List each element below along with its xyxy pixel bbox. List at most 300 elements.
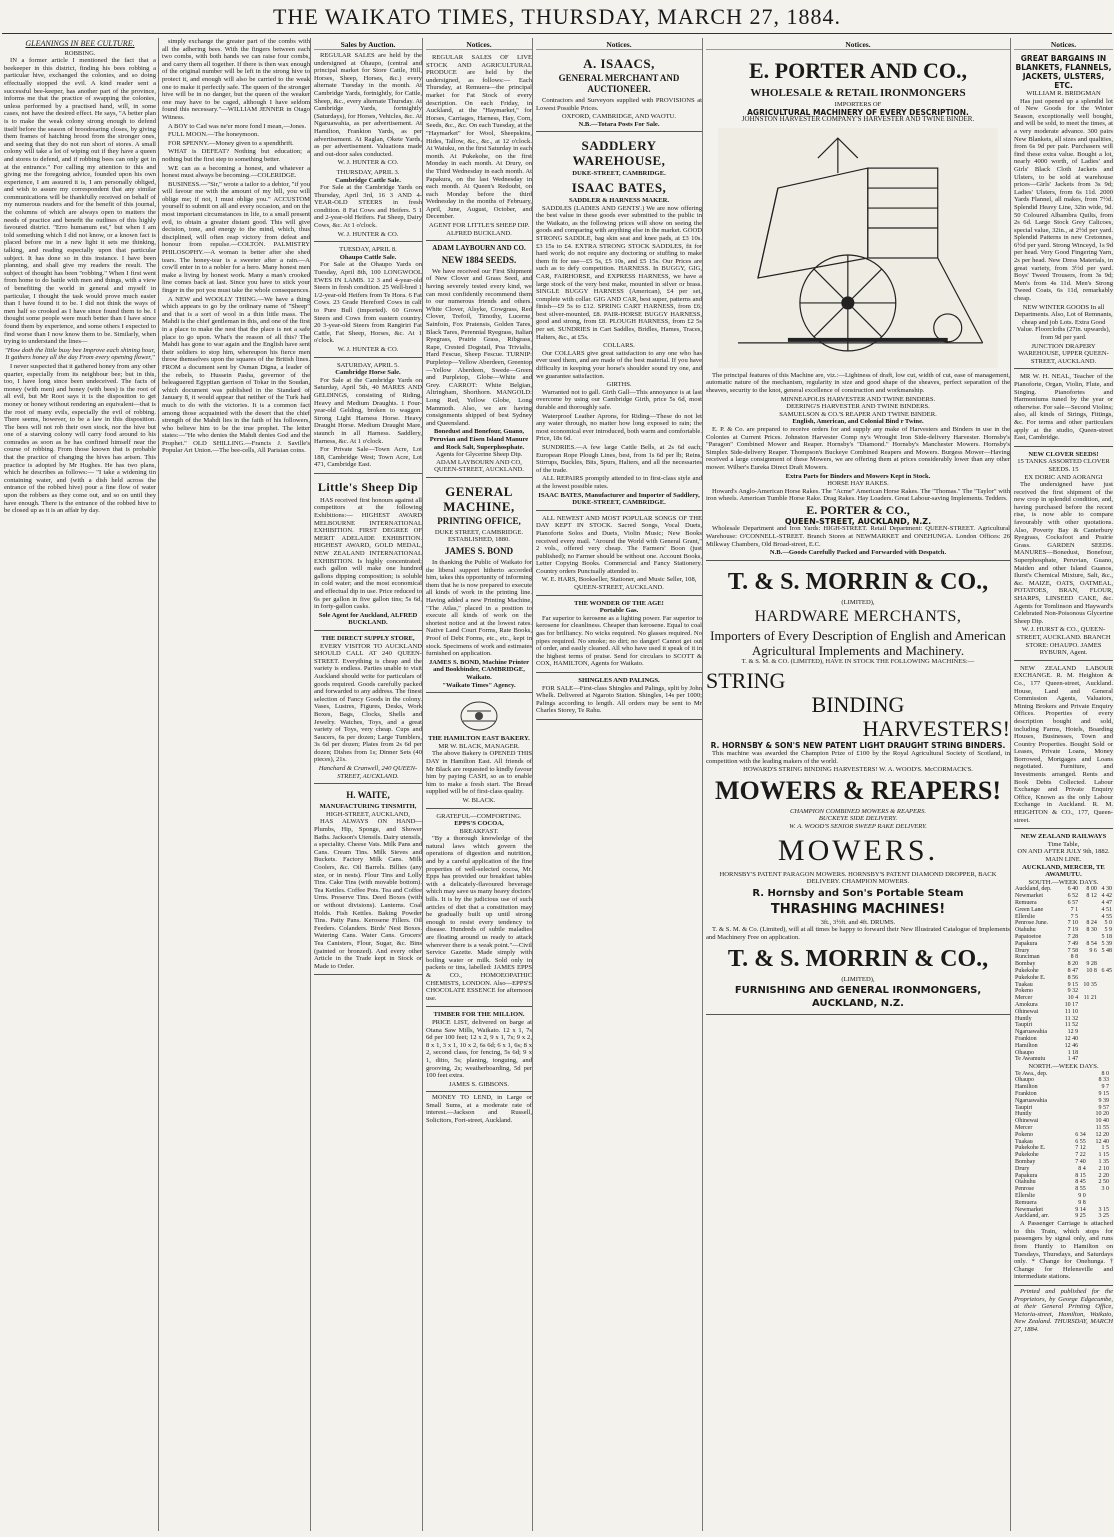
departure-time: 11 21 (1083, 995, 1097, 1002)
departure-time (1110, 1173, 1113, 1180)
station-name: Ohaupo (1015, 1049, 1034, 1056)
departure-time: 6 45 (1101, 967, 1112, 974)
isaacs-ad (536, 52, 702, 132)
books-sign: W. E. HARS, Bookseller, Stationer, and Music Seller, 108, QUEEN-STREET, AUCKLAND. (541, 576, 697, 592)
porter-ad (706, 52, 1010, 561)
railways-date: ON AND AFTER JULY 9th, 1882. (1017, 848, 1110, 856)
rakes-heading: HORSE HAY RAKES. (827, 480, 889, 488)
departure-time (1079, 914, 1098, 921)
departure-time: 9 0 (1078, 1193, 1086, 1200)
station-name: Ohinewai (1015, 1118, 1039, 1125)
departure-time (1079, 1050, 1098, 1057)
departure-time (1068, 1077, 1087, 1084)
private-sale: For Private Sale—Town Acre, Lot 188, Cambridge West; Town Acre, Lot 471, Cambridge East. (314, 446, 422, 469)
departure-time (1079, 988, 1098, 995)
departure-time: 7 28 (1067, 933, 1079, 940)
timetable-row (1014, 1152, 1113, 1159)
books-body: ALL NEWEST AND MOST POPULAR SONGS OF THE DAY KEPT IN STOCK. Sacred Songs, Vocal Duets, Pianoforte Solos and Duets, Violin Music; New Books received every mail. "Around the World with General Grant," 2 vols., offered very cheap. The Farmers' Boon (just published); no Farmer should be without one. Account Books, Letter Copying Books. Commercial and Fancy Stationery. Country orders Punctually attended to. (536, 514, 702, 575)
timetable-row (1014, 1071, 1113, 1078)
timetable-row (1014, 1159, 1113, 1166)
bond-agency: "Waikato Times" Agency. (442, 681, 516, 689)
departure-time (1098, 975, 1113, 982)
column-6 (702, 38, 1010, 1531)
departure-time: 8 54 (1086, 940, 1097, 947)
departure-time: 12 40 (1064, 1035, 1079, 1042)
repairs-body: ALL REPAIRS promptly attended to in first-class style and at the lowest possible rates. (536, 475, 702, 490)
seeds-heading: NEW 1884 SEEDS. (441, 254, 517, 265)
article-heading: GLEANINGS IN BEE CULTURE. (25, 39, 135, 48)
article-continued: simply exchange the greater part of the combs with all the adhering bees. With the fingers between each two combs, with both hands we can raise four combs, and carry them all together. If there is then wax enough of the original number will be left in the strong hive to protect it, and enough will also be carried to the weak one to make it perfectly safe. The queen of the stronger hive will be in no danger, but the queen of the weaker one may have to be caged, although I have seldom found this necessary."—WILLIAM JENNER in Otago Witness. (162, 38, 310, 121)
departure-time (1098, 1022, 1113, 1029)
departure-time: 7 1 (1070, 906, 1079, 913)
imprint: Printed and published for the Proprietors, by George Edgecumbe, at their General Printing Office, Victoria-street, Hamilton, Waikato, New Zealand. THURSDAY, MARCH 27, 1884. (1014, 1287, 1113, 1333)
departure-time (1110, 1091, 1113, 1098)
paragraph-1: A BOY to Cad was ne'er more fond I mean,—Jones. (168, 122, 307, 130)
timetable-row (1014, 941, 1113, 948)
printing-address: DUKE STREET, CAMBRIDGE. (434, 528, 524, 536)
departure-time: 8 56 (1067, 974, 1079, 981)
timetable-row (1014, 1009, 1113, 1016)
clover-ad (1014, 449, 1113, 661)
epps-subtitle: BREAKFAST. (459, 827, 499, 835)
bargains-ad (1014, 52, 1113, 369)
bates-sign: ISAAC BATES, Manufacturer and Importer of Saddlery, DUKE-STREET, CAMBRIDGE. (538, 491, 700, 507)
departure-time (1110, 1207, 1113, 1214)
departure-time (1087, 1200, 1110, 1207)
shingles-ad (536, 675, 702, 720)
saddlery-title: SADDLERY WAREHOUSE, (572, 138, 666, 169)
departure-time (1068, 1125, 1087, 1132)
saddlery-ad (536, 134, 702, 510)
departure-time: 1 18 (1067, 1049, 1079, 1056)
departure-time: 3 0 (1101, 1186, 1109, 1193)
sale-signer: W. J. HUNTER & CO. (337, 345, 399, 353)
samuelson-heading: SAMUELSON & CO.'S REAPER AND TWINE BINDER. (779, 410, 937, 418)
column-2 (158, 38, 310, 1531)
railways-title: NEW ZEALAND RAILWAYS (1020, 833, 1107, 841)
station-name: Bombay (1015, 961, 1036, 968)
paragraph-4: WHAT is DEFEAT? Nothing but education; a nothing but the first step to something better. (162, 148, 310, 163)
timetable-row (1014, 927, 1113, 934)
departure-time: 3 25 (1098, 1213, 1109, 1220)
departure-time: 1 15 (1098, 1152, 1109, 1159)
seeds-body: We have received our First Shipment of New Clover and Grass Seed, and having severely tested every kind, we can most confidently recommend them to our numerous friends and others. White Clover, Alsyke, Cowgrass, Red Clover, Trefoil, Timothy, Lucerne, Sainfoin, Fox Pratensis, Golden Tares, Black Tares, Perennial Ryegrass, Italian Ryegrass, Prairie Grass, Ribgrass, Rape, Crested Dogstail, Poa Trivialis, Hard Fescue, Sheep Fescue. TURNIP: Purpletop—Yellow Aberdeen, Greentop—Yellow Aberdeen, Swede—Green and Purpletop, Globe—White and Grey. CARROT: White Belgian, Altringham, Shorthorn. MANGOLD: Long Red, Yellow Globe, Long Mammoth. Also, we are having consignments shipped of best Sydney and Queensland. (426, 267, 532, 427)
sale-ad-1 (314, 167, 422, 242)
departure-time (1079, 1002, 1098, 1009)
departure-time (1098, 1029, 1113, 1036)
labour-body: NEW ZEALAND LABOUR EXCHANGE. R. M. Heighton & Co., 177 Queen-street, Auckland. House, Land and General Commission Agents, Valuators, Mining Brokers and Private Enquiry Offices. Properties of every description bought and sold, including Farms, Hotels, Boarding Houses, Businesses, Town and Country Properties. Bought Sold or Leases, Private Loans, Money Borrowed, Mortgages and Loans negotiated. Furniture, and Investments arranged. Rents and Book Debts Collected. Labour Exchange and Private Enquiry Office, Known as the only Labour Exchange in Auckland. R. M. HEIGHTON & CO., 177, Queen-street. (1014, 664, 1113, 824)
departure-time: 9 57 (1098, 1104, 1109, 1111)
masthead-title: THE WAIKATO TIMES, THURSDAY, MARCH 27, 1884. (273, 4, 841, 29)
departure-time: 1 35 (1098, 1159, 1109, 1166)
departure-time: 9 39 (1098, 1097, 1109, 1104)
paragraph-5: WE can as a becoming a honest, and whatever a honest must always be becoming.—COLERIDGE. (162, 164, 310, 180)
article-verse: "How doth the little busy bee Improve each shining hour, It gathers honey all the day From every opening flower," (4, 346, 156, 362)
station-name: Taupiri (1015, 1022, 1033, 1029)
departure-time: 9 15 (1067, 981, 1079, 988)
isaacs-body: Contractors and Surveyors supplied with PROVISIONS at Lowest Possible Prices. (536, 97, 702, 112)
live-stock-ad (426, 52, 532, 241)
departure-time (1079, 1016, 1098, 1023)
printing-office-ad (426, 480, 532, 693)
timetable-row (1014, 1098, 1113, 1105)
north-heading: NORTH.—WEEK DAYS. (1028, 1063, 1099, 1071)
departure-time: 6 52 (1067, 893, 1079, 900)
mowers2-body: HORNSBY'S PATENT PARAGON MOWERS. HORNSBY'S PATENT DIAMOND DROPPER, BACK DELIVERY. CHAMPION MOWERS. (719, 870, 997, 886)
morrin-ad (706, 563, 1010, 1015)
direct-supply-title: THE DIRECT SUPPLY STORE, (321, 634, 415, 642)
timetable-row (1014, 893, 1113, 900)
notices-heading: Notices. (1014, 40, 1113, 50)
departure-time: 7 19 (1067, 927, 1079, 934)
departure-time (1098, 961, 1113, 968)
column-5 (532, 38, 702, 1531)
departure-time (1110, 1111, 1113, 1118)
departure-time: 7 5 (1070, 913, 1079, 920)
girths-body: Warranted not to gall. Girth Gall—This annoyance is at last overcome by using our Cambridge Girth, price 5s 6d, most durable and thoroughly safe. (536, 388, 702, 411)
station-name: Te Awa., dep. (1015, 1070, 1048, 1077)
timetable-row (1014, 975, 1113, 982)
departure-time (1098, 1043, 1113, 1050)
departure-time: 1 5 (1101, 1145, 1109, 1152)
departure-time (1110, 1152, 1113, 1159)
sale-title: Ohaupo Cattle Sale. (339, 253, 397, 261)
departure-time: 11 55 (1095, 1125, 1109, 1132)
departure-time (1110, 1145, 1113, 1152)
sale-date: THURSDAY, APRIL 3. (336, 168, 400, 176)
deering-heading: DEERING'S HARVESTER AND TWINE BINDERS. (786, 403, 930, 411)
porter-orders: E. P. & Co. are prepared to receive orders for and supply any make of Harvesters and Binders in use in the Colonies at Current Prices. Johnston Harvester Comp ny's Wrought Iron Side-delivery Harvester. Hornsby's "Paragon" Combined Mower and Reaper. Hornsby's "Diamond." Hornsby's Manchester Mowers. Hornsby's Simplex Side-delivery Reaper. Thompson's Buckeye Combined Reapers and Mowers. Burgess Mower—Having received a large consignment of these Mowers, we are offering them at prices considerably lower than any other mower. Wilber's Eureka Direct Draft Mowers. (706, 425, 1010, 471)
sale-body: For Sale at the Cambridge Yards on Saturday, April 5th, 40 MARES AND GELDINGS, consisting of Riding, Heavy and Medium Draughts. 1 Four-year-old Gelding, broken to waggon. Strong Light Harness Horse. Heavy Draught Horse. Medium Draught Mare, staunch in all Harness. Saddlery, Harness, &c. At 1 o'clock. (314, 376, 422, 445)
waite-body: HAS ALWAYS ON HAND— Plumbs, Hip, Sponge, and Shower Baths. Jackson's Utensils. Dairy utensils, a speciality. Cheese Vats. Milk Pans and Cans. Cream Tins. Milk Sieves and Buckets. Factory Milk Cans. Milk Coolers, &c. Oil Barrels. Billies (any size, or in nests). Flour Tins and Lolly Tins. Cake Tins (with movable bottom). Tea Kettles. Coffee Pots. Tea and Coffee Urns. Preserve Tins. Deed Boxes (with or without divisions). Lanterns. Coal Holds. Fish Kettles. Baking Powder Tins. Patty Pans. Kerosene Fillers. Oil Feeders. Colanders. Birds' Nest Boxes. Watering Cans. Water Cans. Grocers' Tea Canisters, Flour, Sugar, &c. Bins (painted or bronzed). And every other Article in the Trade kept in Stock or Made to Order. (314, 818, 422, 970)
departure-time: 10 17 (1064, 1001, 1079, 1008)
departure-time: 4 30 (1101, 886, 1112, 893)
station-name: Pukekohe E. (1015, 1145, 1046, 1152)
collars-heading: COLLARS. (603, 342, 635, 350)
departure-time: 9 8 (1078, 1199, 1086, 1206)
sales-heading: Sales by Auction. (314, 40, 422, 50)
station-name: Ngaruawahia (1015, 1029, 1047, 1036)
departure-time: 1 47 (1067, 1056, 1079, 1063)
sheep-dip-title: Little's Sheep Dip (317, 479, 419, 494)
station-name: Taupiri (1015, 1104, 1033, 1111)
thrash-sizes: 3ft., 3½ft. and 4ft. DRUMS. (820, 918, 896, 926)
gas-title: THE WONDER OF THE AGE! (574, 599, 664, 607)
departure-time (1110, 1118, 1113, 1125)
station-name: Mercer (1015, 1125, 1033, 1132)
thrash-title: R. Hornsby and Son's Portable Steam (752, 887, 964, 899)
article-subheading: ROBBING. (64, 49, 96, 57)
departure-time (1079, 907, 1098, 914)
departure-time: 9 14 (1075, 1206, 1086, 1213)
departure-time: 5 0 (1104, 920, 1112, 927)
mowers2-title: MOWERS. (777, 833, 939, 867)
departure-time (1110, 1105, 1113, 1112)
timetable-row (1014, 1118, 1113, 1125)
station-name: Huntly (1015, 1111, 1032, 1118)
departure-time (1079, 954, 1098, 961)
morrin2-address: AUCKLAND, N.Z. (812, 998, 904, 1010)
timetable-row (1014, 1056, 1113, 1063)
notices-heading: Notices. (706, 40, 1010, 50)
bargains-title: GREAT BARGAINS IN BLANKETS, FLANNELS, JACKETS, ULSTERS, ETC. (1015, 54, 1112, 90)
bakery-ad (426, 695, 532, 808)
sale-title: Cambridge Cattle Sale. (335, 176, 401, 184)
departure-time: 4 42 (1101, 893, 1112, 900)
shingles-body: FOR SALE—First-class Shingles and Palings, split by John Whelk. Delivered at Ngaroto Station. Shingles, 14s per 1000; Palings according to length. All orders may be sent to Mr Charles Storey, Te Rahu. (536, 684, 702, 715)
departure-time: 5 18 (1101, 933, 1112, 940)
departure-time: 8 55 (1075, 1186, 1086, 1193)
timetable-row (1014, 1016, 1113, 1023)
departure-time: 8 33 (1098, 1077, 1109, 1084)
departure-time (1098, 1016, 1113, 1023)
departure-time: 8 45 (1075, 1179, 1086, 1186)
glycerine-line: Agents for Glycerine Sheep Dip. (435, 451, 523, 459)
neal-body: MR W. H. NEAL, Teacher of the Pianoforte, Organ, Violin, Flute, and Singing. Pianofortes and Harmoniums tuned by the year or otherwise. For sale—Second Violins; also, all kinds of Strings, Fittings, &c. For terms and other particulars apply at the studio, Queen-street East, Cambridge. (1014, 373, 1113, 442)
morrin-importers: Importers of Every Description of English and American Agricultural Implements and Machinery. (710, 628, 1006, 659)
live-stock-agent: AGENT FOR LITTLE'S SHEEP DIP. ALFRED BUCKLAND. (428, 222, 530, 237)
departure-time: 2 20 (1098, 1172, 1109, 1179)
south-heading: SOUTH.—WEEK DAYS. (1028, 878, 1099, 886)
timetable-row (1014, 1022, 1113, 1029)
timetable-row (1014, 1139, 1113, 1146)
departure-time: 3 15 (1098, 1206, 1109, 1213)
station-name: Penrose (1015, 1186, 1034, 1193)
direct-supply-sign: Hanchard & Cranwell, 240 QUEEN-STREET, AUCKLAND. (318, 765, 418, 780)
column-7 (1010, 38, 1113, 1531)
porter-johnston: JOHNSTON HARVESTER COMPANY'S HARVESTER AND TWINE BINDER. (741, 115, 975, 124)
departure-time (1087, 1193, 1110, 1200)
seeds-sign: ADAM LAYBOURN AND CO, QUEEN-STREET, AUCKLAND. (434, 458, 524, 474)
timetable-row (1014, 1125, 1113, 1132)
departure-time: 6 40 (1067, 886, 1079, 893)
departure-time (1110, 1071, 1113, 1078)
timetable-row (1014, 1105, 1113, 1112)
timetable-row (1014, 968, 1113, 975)
station-name: Pokeno (1015, 1131, 1033, 1138)
sheep-dip-body: HAS received first honours against all competitors at the following Exhibitions:— HIGHEST AWARD MELBOURNE INTERNATIONAL EXHIBITION. FIRST DEGREE OF MERIT ADELAIDE EXHIBITION. HIGHEST AWARD, GOLD MEDAL, NEW ZEALAND INTERNATIONAL EXHIBITION. Is highly concentrated; each gallon will make one hundred gallons dipping composition; is soluble in cold water; and the most economical and effectual dip in use. Price reduced to 6s per gallon in five gallon tins; 5s 6d, in forty-gallon casks. (314, 496, 422, 611)
departure-time (1068, 1105, 1087, 1112)
girths-heading: GIRTHS. (606, 381, 632, 389)
timetable-row (1014, 954, 1113, 961)
railways-ad (1014, 831, 1113, 1286)
departure-time (1098, 982, 1113, 989)
station-name: Auckland, arr. (1015, 1213, 1050, 1220)
station-name: Huntly (1015, 1015, 1032, 1022)
bates-body: SADDLES (LADIES AND GENTS'.) We are now offering the best value in these goods ever submitted to the public in the Waikato, as the following prices will show on seeing the goods and comparing with anything else in the market. GOOD STRONG SADDLE, bag skin seat and knee pads, at £3 10s. £3 15s to £4. EXTRA STRONG STOCK SADDLES, fit for hard work; do not require any doctoring or stuffing to make them fit for use—£5 5s, £5 10s, and £5 15s. Our Prices are such as to defy competition. HARNESS. In BUGGY, GIG, CAR, FAIRHORSE, and EXPRESS HARNESS, we have a large stock of the very best make, mounted in silver or brass. SINGLE BUGGY HARNESS (American), £4 per set, complete with collar. GIG AND CAR, best super, patterns and finish—£9 5s to £12. SPRING CART HARNESS, from £6; best silver-mounted, £8. PAIR-HORSE BUGGY HARNESS, good and strong, from £8. PLOUGH HARNESS, from £2 5s per set. SUNDRIES in Cart Saddles, Bridles, Hames, Traces, Halters, &c., at £5s. (536, 204, 702, 341)
station-name: Ellerslie (1015, 913, 1035, 920)
gas-subtitle: Portable Gas. (599, 607, 639, 615)
porter-subtitle: WHOLESALE & RETAIL IRONMONGERS (750, 87, 966, 99)
morrin2-subtitle: FURNISHING AND GENERAL IRONMONGERS, (734, 985, 982, 997)
timetable-row (1014, 900, 1113, 907)
departure-time: 12 20 (1095, 1131, 1109, 1138)
departure-time (1110, 1098, 1113, 1105)
station-name: Green Lane (1015, 906, 1044, 913)
departure-time: 9 25 (1075, 1213, 1086, 1220)
howard-line: HOWARD'S STRING BINDING HARVESTERS! W. A. WOOD'S. McCORMACK'S. (743, 766, 973, 774)
article-body-3: A NEW and WOOLLY THING.—We have a thing which appears to go by the ordinary name of "Sheep" and that is a sort of wool in a thin little mass. The Mahdi is the chief gentleman in this, and one of the first in a place to make the nest that the place is not a safe place to go upon. What's the reason of all this? The Mahdi has gone to war again and the English have sent their soldiers to stop him, whereupon his fierce men throw themselves upon the squares of the British lines. FROM a document sent by Osman Digna, a leader of the rebels, to Hussein Pasha, governor of the beleaguered Egyptian garrison of Tokar in the Soudan, which document was published in the Standard of January 8, it would appear that neither of the Turk had much to do with the victories. It is a common fact among those acquainted with the desert that the chief strength of the Mahdi lies in the faith of his followers, who believe him to be the true prophet. The letter states:—"He who denies the Mahdi denies God and the Prophet." OLD SHILLING.—Francis J. Saville's Popular Art Union.—The bee-cells, All Parisian coins. (162, 295, 310, 455)
gas-body: Far superior to kerosene as a lighting power. Far superior to kerosene for cleanliness. Cheaper than kerosene. Equal to coal gas for brilliancy. No wicks required. No glasses required. No pipes required. No smoke; no dirt; no danger! Cannot get out of order, and easily cleaned. All who have used it speak of it in the highest terms of praise. Send for circulars to SCOTT & COX, HAMILTON, Agents for Waikato. (536, 614, 702, 668)
departure-time (1110, 1200, 1113, 1207)
timetable-row (1014, 1166, 1113, 1173)
departure-time: 6 55 (1075, 1138, 1086, 1145)
clover-subtitle: 15 TANKS ASSORTED CLOVER SEEDS. 15 (1017, 458, 1110, 473)
porter-description: The principal features of this Machine are, viz.:—Lightness of draft, low cut, width of cut, ease of management, automatic nature of the mechanism, regularity in size and good shape of the sheaves, perfect separation of the sheaves, security to the knot, general excellence of construction and workmanship. (706, 371, 1010, 394)
departure-time: 10 20 (1095, 1111, 1109, 1118)
departure-time (1079, 900, 1098, 907)
station-name: Te Awamutu (1015, 1056, 1046, 1063)
column-1 (4, 38, 156, 1531)
clover-body: The undersigned have just received the first shipment of the new crop in splendid condition, and, having purchased before the recent rise, is now able to compare favourably with other quotations. Also, Poverty Bay & Canterbury Ryegrass, Cocksfoot and Prairie Grass. GARDEN SEEDS. MANURES—Bonedust, Bonefour, Superphosphate, Peruvian, Guano, Maiden and other Island Guanos, Ilurst's Chemical Mixture, Salt, &c., &c. MAIZE, OATS, OATMEAL, POTATOES, BRAN, FLOUR, SHARPS, LINSEED CAKE, &c. Agents for Tomlinson and Hayward's Celebrated Non-Poisonous Glycerine Sheep Dip. (1014, 481, 1113, 625)
bond-sign: JAMES S. BOND, Machine Printer and Bookbinder, CAMBRIDGE, Waikato. (429, 658, 529, 681)
harvesters-word: HARVESTERS! (862, 716, 1010, 742)
station-name: Pukekohe E. (1015, 974, 1046, 981)
porter2-body: Wholesale Department and Iron Yards: HIGH-STREET. Retail Department: QUEEN-STREET. Agricultural Warehouse: O'CONNELL-STREET. Branch Stores at NEWMARKET and ONEHUNGA. London Offices: 26 Milkway Chambers, Old Broad-street, E.C. (706, 525, 1010, 548)
clover-title: NEW CLOVER SEEDS! (1028, 450, 1099, 458)
extras-heading: Extra Parts for Binders and Mowers Kept in Stock. (785, 472, 931, 480)
departure-time: 11 32 (1064, 1015, 1079, 1022)
departure-time (1068, 1084, 1087, 1091)
station-name: Tuakau (1015, 1138, 1033, 1145)
departure-time (1068, 1111, 1087, 1118)
timetable-row (1014, 1111, 1113, 1118)
departure-time: 7 49 (1067, 940, 1079, 947)
departure-time: 5 9 (1104, 927, 1112, 934)
timetable-row (1014, 1043, 1113, 1050)
bridgman-body: Has just opened up a splendid lot of New Goods for the Winter Season, exceptionally well bought, and will be sold, to meet the times, at a very moderate advance. 300 pairs New Blankets, all sizes and qualities, from 6s 9d per pair. Purchasers will find these extra value. Bought a lot, nearly 4000 worth, of Ladies' and Girls' Black Cloth Jackets and Ulsters, to be sold at warehouse prices—Girls' Jackets from 3s 9d; Ladies' Ulsters, from 6s 11d. 2000 Yards Flannel, all makes, from 7½d. Splendid Heavy Line, 32in wide, 9d. 50 Coloured Albambra Quilts, from 2s 6d. Large Stock Grey Calicoes, special value, 32in., at 2½d per yard. Splendid Patterns in new Cretonnes, 6½d per yard. Strong Winceyd, 1s 9d per head. Very Good Fingering Yarn, 2s per head. New Dress Materials, in great variety, from 3½d per yard. Boys' Tweed Trousers, from 3s 9d; Men's from 4s 11d. Men's Strong Tweed Coats, 6s 11d, remarkably cheap. (1014, 97, 1113, 303)
timber-ad (426, 1009, 532, 1092)
porter2-title: E. PORTER & CO., (806, 502, 910, 517)
departure-time (1110, 1132, 1113, 1139)
departure-time (1110, 1125, 1113, 1132)
bakery-crest-icon (449, 699, 509, 733)
column-3 (310, 38, 422, 1531)
departure-time: 10 35 (1083, 981, 1097, 988)
departure-time (1098, 1050, 1113, 1057)
timetable-row (1014, 1050, 1113, 1057)
departure-time (1079, 1009, 1098, 1016)
thrash-body: T. & S. M. & Co. (Limited), will at all times be happy to forward their New Illustrated Catalogue of Implements and Machinery Free on application. (706, 926, 1010, 941)
departure-time (1110, 1213, 1113, 1220)
porter2-address: QUEEN-STREET, AUCKLAND, N.Z. (784, 516, 932, 526)
junction-store: JUNCTION DRAPERY WAREHOUSE, UPPER QUEEN-STREET, AUCKLAND. (1018, 342, 1109, 365)
labour-ad (1014, 663, 1113, 829)
isaacs-towns: OXFORD, CAMBRIDGE, AND WAOTU. (561, 113, 677, 121)
manure-line: Bonedust and Bonefour, Guano, Peruvian and Eisen Island Manure and Rock Salt, Superphosphate. (429, 428, 529, 451)
timetable-row (1014, 1179, 1113, 1186)
timetable-row (1014, 988, 1113, 995)
printing-est: ESTABLISHED, 1880. (448, 536, 510, 544)
station-name: Auckland, dep. (1015, 886, 1052, 893)
sale-body: For Sale at the Ohaupo Yards on Tuesday, April 8th, 100 LONGWOOL EWES IN LAMB. 12 3 and 4-year-old Steers in fresh condition. 25 Well-bred 1 1/2-year-old Heifers from Te Hora. 6 Fat Cows. 23 Grade Hereford Cows in calf to Pure Bull (imported). 60 Grown Steers and Cows from eastern country. 20 3-year-old Steers from Rangiriri Fat Cattle, Fat Sheep, Horses, &c. At 1 o'clock. (314, 261, 422, 345)
departure-time (1110, 1084, 1113, 1091)
departure-time (1098, 1056, 1113, 1063)
timetable-row (1014, 1077, 1113, 1084)
printing-title-2: PRINTING OFFICE, (437, 515, 521, 526)
timetable-row (1014, 914, 1113, 921)
waite-title: H. WAITE, (346, 790, 390, 801)
morrin-title: T. & S. MORRIN & CO., (727, 568, 989, 595)
sale-ad-2 (314, 244, 422, 357)
station-name: Frankton (1015, 1035, 1037, 1042)
departure-time: 10 40 (1095, 1118, 1109, 1125)
railways-table-title: Time Table, (1047, 840, 1080, 848)
seeds-ad (426, 243, 532, 478)
departure-time: 10 4 (1067, 995, 1079, 1002)
departure-time (1068, 1098, 1087, 1105)
station-name: Newmarket (1015, 893, 1043, 900)
departure-time: 8 47 (1067, 967, 1079, 974)
morrin-limited: (LIMITED), (841, 598, 875, 606)
epps-heading: GRATEFUL—COMFORTING. (436, 812, 522, 820)
timetable-row (1014, 886, 1113, 893)
timetable-row (1014, 1193, 1113, 1200)
station-name: Newmarket (1015, 1206, 1043, 1213)
epps-title: EPPS'S COCOA, (454, 820, 504, 828)
timetable-row (1014, 961, 1113, 968)
station-name: Tuakau (1015, 981, 1033, 988)
string-word: STRING (706, 668, 786, 694)
isaacs-title: A. ISAACS, (583, 56, 655, 71)
departure-time: 8 20 (1067, 961, 1079, 968)
sheep-dip-ad (314, 476, 422, 631)
timetable-row (1014, 934, 1113, 941)
timber-title: TIMBER FOR THE MILLION. (433, 1011, 525, 1019)
paragraph-2: FULL MOON.—The honeymoon. (168, 131, 259, 139)
departure-time: 10 8 (1086, 967, 1097, 974)
departure-time: 12 40 (1095, 1138, 1109, 1145)
waite-subtitle: MANUFACTURING TINSMITH, (319, 803, 417, 811)
timetable-row (1014, 1091, 1113, 1098)
departure-time: 9 28 (1086, 961, 1097, 968)
departure-time: 9 6 (1089, 947, 1097, 954)
timetable-row (1014, 1036, 1113, 1043)
sale-title: Cambridge Horse Sale. (335, 369, 401, 377)
departure-time: 7 12 (1075, 1145, 1086, 1152)
departure-time (1098, 954, 1113, 961)
hornsby-binder: R. HORNSBY & SON'S NEW PATENT LIGHT DRAUGHT STRING BINDERS. (710, 741, 1006, 751)
epps-ad (426, 811, 532, 1008)
departure-time (1110, 1179, 1113, 1186)
masthead (0, 0, 1114, 34)
isaacs-nb: N.B.—Totara Posts For Sale. (578, 120, 660, 128)
notices-heading: Notices. (536, 40, 702, 50)
departure-time (1079, 975, 1098, 982)
timetable-row (1014, 1207, 1113, 1214)
departure-time: 7 40 (1075, 1159, 1086, 1166)
departure-time (1068, 1071, 1087, 1078)
books-ad (536, 513, 702, 596)
railways-line: MAIN LINE. (1045, 856, 1082, 863)
departure-time: 9 7 (1101, 1084, 1109, 1091)
departure-time: 12 46 (1064, 1042, 1079, 1049)
departure-time: 7 10 (1067, 920, 1079, 927)
station-name: Otahuhu (1015, 1179, 1036, 1186)
south-timetable (1014, 886, 1113, 1063)
sale-date: TUESDAY, APRIL 8. (339, 246, 397, 254)
departure-time: 8 15 (1075, 1172, 1086, 1179)
station-name: Ngaruawahia (1015, 1097, 1047, 1104)
railways-route: AUCKLAND, MERCER, TE AWAMUTU. (1022, 863, 1105, 879)
timber-body: PRICE LIST, delivered on barge at Otana Saw Mills, Waikato. 12 x 1, 7s 6d per 100 feet; 12 x 2, 9 x 1, 7s; 9 x 2, 8 x 1, 3 x 1, 10 x 2, 6s 6d; 6 x 1, 6s; 8 x 2, second class, for fencing, 5s 6d; 9 x 1, ditto, 5s; planing, tonguing, and grooving, 2s; weatherboarding, 5d per 100 feet extra. (426, 1018, 532, 1080)
station-name: Ellerslie (1015, 1193, 1035, 1200)
departure-time: 8 4 (1078, 1165, 1086, 1172)
article-body: IN a former article I mentioned the fact that a beekeeper in this district, finding his bees robbing a particular hive, exchanged the colonies, and so doing effectually stopped the evil. A kind reader sent a successful bee-keeper, has another part of the province, informs me that the practice of swapping the colonies, unless performed by a practised hand, will, in some cases, not have the desired effect. He says, "A better plan is to make the weak colony strong enough to defend itself before the season of broodrearing closes, by giving them frames of hatching brood from the stronger ones, and seeing that they do not run short of stores. A small colony will take a lot of wiping out if they have a queen and stores to defend, and if robbing bees can only get in at the entrance." For calling my attention to this and giving me the foregoing advice, founded upon his own experience, I am assured it is, I am personally obliged, and wish to assure my correspondent that any similar communications will be thankfully received on behalf of my numerous readers and for the benefit of this journal, the columns of which are always open to matters the needs of practice and benefit the outlines of this highly favoured district. "Erro humanum est," but when I am told something which I did not know, or a known fact is placed before me in a new light it sets me thinking, talking, and reading especially upon that particular subject. It has done so in this instance. I have been planning, and shall give my readers the result. The subject of thought has been "robbing." When I first went from home to do battle with men and things, with a view of benefiting the world in general and myself in particular, I thought the task would prove much easier than I have found it to be. I did not think the ways of men half so crooked as I have since found them to be. I thought some people were much better than I have since found them by experience, and some others I expected to find worse than I now know them to be. Similarly, when trying to understand the lines— (4, 57, 156, 346)
departure-time: 4 51 (1101, 906, 1112, 913)
departure-time: 9 15 (1098, 1091, 1109, 1098)
sundries-body: SUNDRIES.—A few large Cattle Bells, at 2s 6d each; European Rope Plough Lines, best, from 1s 6d per lb; Reins, Stirrups, Buckles, Bits, Spurs, Halters, and all the necessaries of the trade. (536, 443, 702, 474)
